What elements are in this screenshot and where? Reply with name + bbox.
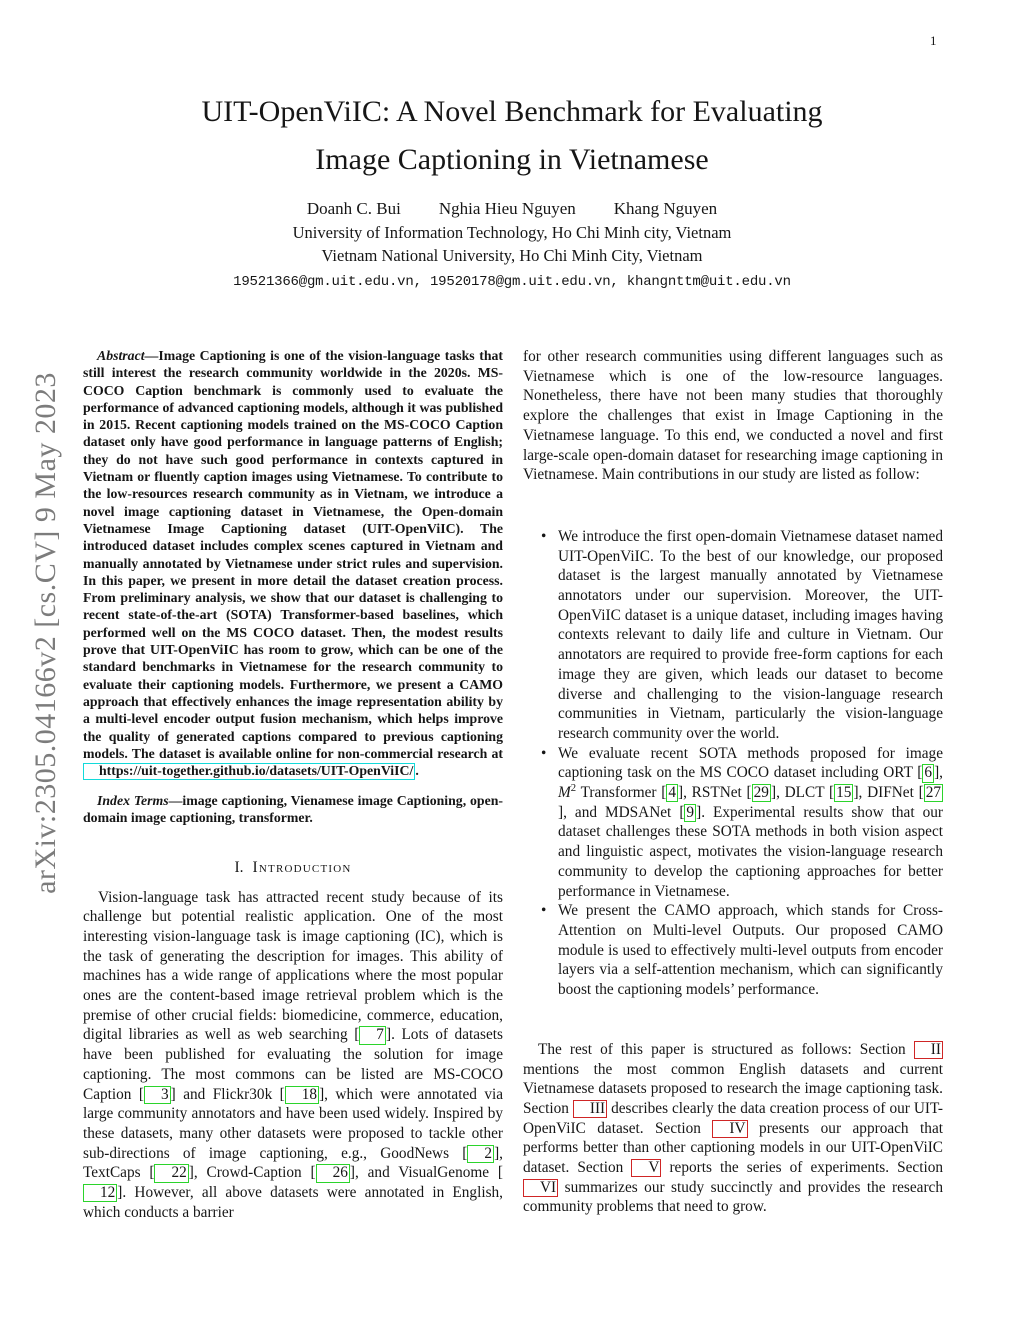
section-link[interactable]: V xyxy=(631,1159,661,1177)
paper-title xyxy=(0,88,1024,184)
contribution-item: • We introduce the first open-domain Vietnamese dataset named UIT-OpenViIC. To the best of our knowledge, our proposed dataset is the largest manually annotated by Vietnamese annotators under our supervision. Moreover, the UIT-OpenViIC dataset is a unique dataset, including images having contexts relevant to daily life and culture in Vietnam. Our annotators are required to provide free-form captions for each image they are given, which leads our dataset to become diverse and challenging to the vision-language research communities in Vietnam, particularly the vision-language research community over the world. xyxy=(558,527,943,744)
citation-link[interactable]: 7 xyxy=(359,1026,386,1044)
paragraph-lead: Index Terms xyxy=(97,792,169,808)
section-link[interactable]: IV xyxy=(712,1120,747,1138)
citation-link[interactable]: 15 xyxy=(836,784,852,802)
url-link[interactable]: https://uit-together.github.io/datasets/UIT-OpenViIC/ xyxy=(83,763,415,780)
citation-link[interactable]: 26 xyxy=(316,1164,350,1182)
contribution-item: • We present the CAMO approach, which stands for Cross-Attention on Multi-level Outputs. Our proposed CAMO module is used to effectively multi-level outputs from encoder layers via a self-attention mechanism, which can significantly boost the captioning models’ performance. xyxy=(558,901,943,1000)
affiliation-line: Vietnam National University, Ho Chi Minh City, Vietnam xyxy=(321,246,703,265)
math-symbol: M xyxy=(558,784,571,802)
section-link[interactable]: II xyxy=(914,1041,943,1059)
author-emails: 19521366@gm.uit.edu.vn, 19520178@gm.uit.edu.vn, khangnttm@uit.edu.vn xyxy=(233,274,791,290)
section-number: I. xyxy=(234,858,244,876)
citation-link[interactable]: 18 xyxy=(285,1086,319,1104)
intro-paragraph-continued: for other research communities using different languages such as Vietnamese which is one of the low-resource languages. Nonetheless, there have not been many studies that thoroughly explore the challenges that exist in Image Captioning in the Vietnamese language. To this end, we conducted a novel and first large-scale open-domain dataset for researching image captioning in Vietnamese. Main contributions in our study are listed as follow: xyxy=(523,348,943,484)
author-list xyxy=(0,197,1024,221)
right-column xyxy=(523,347,943,1222)
citation-link[interactable]: 22 xyxy=(154,1164,188,1182)
section-link[interactable]: III xyxy=(573,1100,607,1118)
contribution-item: • We evaluate recent SOTA methods proposed for image captioning task on the MS COCO dataset including ORT [ 6 ], $M^2$ Transformer [ 4 ], RSTNet [ 29 ], DLCT [ 15 ], DIFNet [ 27], and MDSANet [ 9 ]. Experimental results show that our dataset challenges these SOTA methods in both vision aspect and linguistic aspect, motivates the vision-language research community to develop the captioning approaches for better performance in Vietnamese. xyxy=(558,744,943,902)
section-title: Introduction xyxy=(252,858,352,876)
citation-link[interactable]: 2 xyxy=(467,1145,494,1163)
citation-link[interactable]: 6 xyxy=(924,764,933,782)
intro-paragraph-left: Vision-language task has attracted recent study because of its challenge but potential realistic application. One of the most interesting vision-language task is image captioning (IC), which is the task of generating the description for images. This ability of machines has a wide range of applications where the most popular ones are the content-based image retrieval problem which is the premise of other crucial fields: biomedicine, commerce, education, digital libraries as well as web searching [ 7 ]. Lots of datasets have been published for evaluating the solution for image captioning. The most commons can be listed are MS-COCO Caption [ 3 ] and Flickr30k [ 18 ], which were annotated via large community annotators and have been used widely. Inspired by these datasets, many other datasets were proposed to tackle other sub-directions of image captioning, e.g., GoodNews [ 2 ], TextCaps [ 22 ], Crowd-Caption [ 26 ], and VisualGenome [12 ]. However, all above datasets were annotated in English, which conducts a barrier xyxy=(83,888,504,1221)
contributions-list xyxy=(523,527,943,1000)
arxiv-watermark: arXiv:2305.04166v2 [cs.CV] 9 May 2023 xyxy=(29,372,62,894)
author-name: Khang Nguyen xyxy=(613,199,718,218)
citation-link[interactable]: 29 xyxy=(753,784,769,802)
paper-outline-paragraph: The rest of this paper is structured as follows: Section II mentions the most common English datasets and current Vietnamese datasets proposed to research the image captioning task. Section III describes clearly the data creation process of our UIT-OpenViIC dataset. Section IV presents our approach that performs better than other captioning models in our UIT-OpenViIC dataset. Section V reports the series of experiments. Section VI summarizes our study succinctly and provides the research community problems that need to grow. xyxy=(523,1040,944,1216)
section-link[interactable]: VI xyxy=(523,1179,558,1197)
paper-header xyxy=(0,0,1024,292)
citation-link[interactable]: 4 xyxy=(668,784,676,802)
citation-link[interactable]: 27 xyxy=(925,784,941,802)
two-column-body xyxy=(83,347,943,1222)
superscript: 2 xyxy=(570,781,577,794)
page-number: 1 xyxy=(930,33,937,48)
abstract-paragraph: Abstract—Image Captioning is one of the vision-language tasks that still interest the research community worldwide in the 2020s. MS-COCO Caption benchmark is commonly used to evaluate the performance of advanced captioning models, although it was published in 2015. Recent captioning models trained on the MS-COCO Caption dataset only have good performance in language patterns of English; they do not have such good performance in contexts captured in Vietnam or fluently caption images using Vietnamese. To contribute to the low-resources research community as in Vietnam, we introduce a novel image captioning dataset in Vietnamese, the Open-domain Vietnamese Image Captioning dataset (UIT-OpenViIC). The introduced dataset includes complex scenes captured in Vietnam and manually annotated by Vietnamese under strict rules and supervision. In this paper, we present in more detail the dataset creation process. From preliminary analysis, we show that our dataset is challenging to recent state-of-the-art (SOTA) Transformer-based baselines, which performed well on the MS COCO dataset. Then, the modest results prove that UIT-OpenViIC has room to grow, which can be one of the standard benchmarks in Vietnamese for the research community to evaluate their captioning models. Furthermore, we present a CAMO approach that effectively enhances the image representation ability by a multi-level encoder output fusion mechanism, which helps improve the quality of generated captions compared to previous captioning models. The dataset is available online for non-commercial research at https://uit-together.github.io/datasets/UIT-OpenViIC/ . xyxy=(83,348,503,779)
index-terms-paragraph: Index Terms—image captioning, Vienamese image Captioning, open-domain image captioning, transformer. xyxy=(83,792,503,826)
section-heading xyxy=(83,858,503,878)
author-name: Nghia Hieu Nguyen xyxy=(438,199,576,218)
paper-title-line1: UIT-OpenViIC: A Novel Benchmark for Evaluating xyxy=(201,95,823,128)
citation-link[interactable]: 9 xyxy=(686,803,695,821)
citation-link[interactable]: 3 xyxy=(144,1086,171,1104)
left-column xyxy=(83,347,503,1222)
affiliation-line: University of Information Technology, Ho Chi Minh city, Vietnam xyxy=(292,223,732,242)
paper-title-line2: Image Captioning in Vietnamese xyxy=(315,143,709,176)
citation-link[interactable]: 12 xyxy=(83,1184,117,1202)
paragraph-lead: Abstract xyxy=(97,348,145,363)
author-name: Doanh C. Bui xyxy=(306,199,401,218)
